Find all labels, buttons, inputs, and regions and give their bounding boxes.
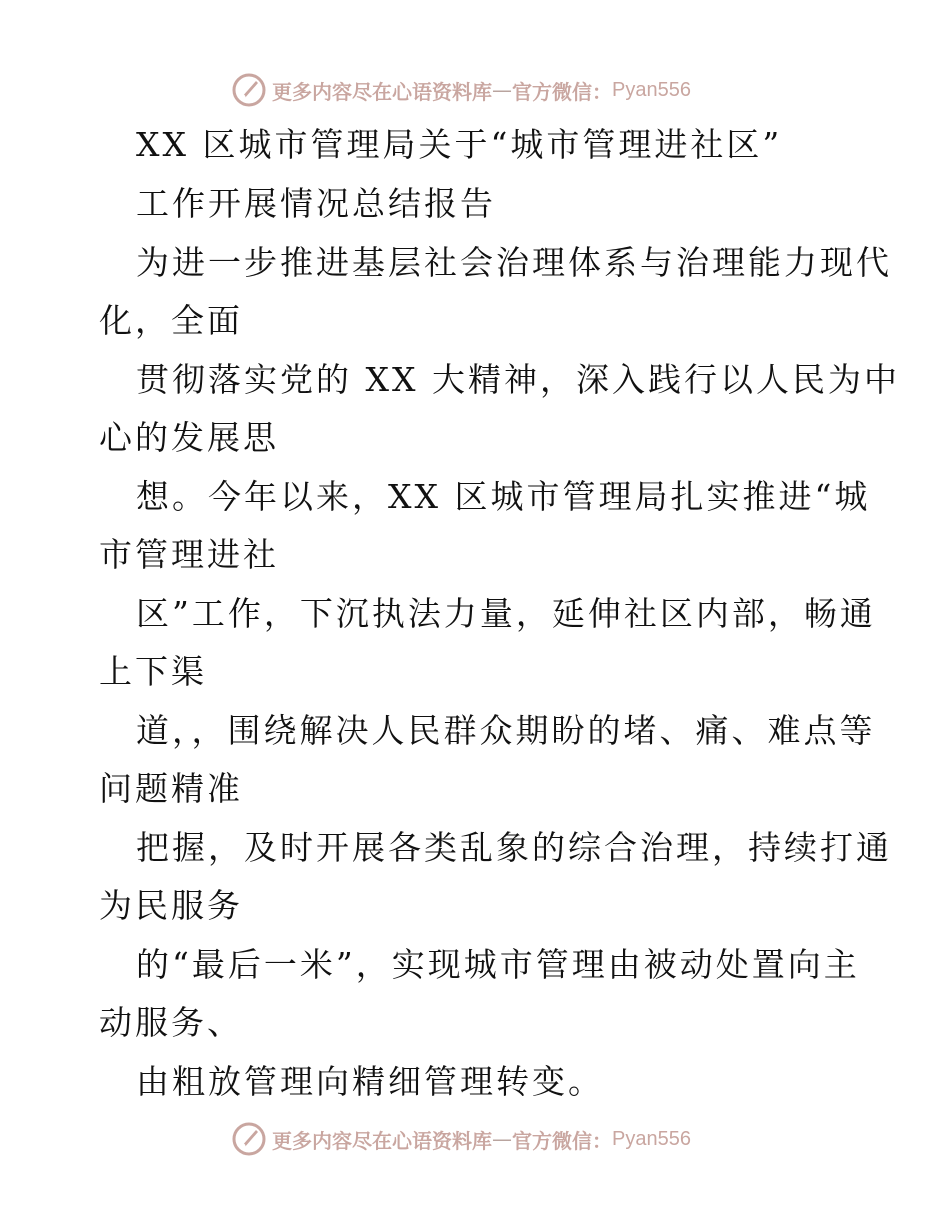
- body-line: 的“最后一米”，实现城市管理由被动处置向主: [136, 945, 860, 984]
- watermark-contact-label: 官方微信：: [512, 1128, 612, 1153]
- body-line: 心的发展思: [99, 418, 279, 457]
- document-title-line-1: XX 区城市管理局关于“城市管理进社区”: [136, 125, 783, 164]
- feather-pen-icon: [232, 1122, 266, 1156]
- body-line: 想。今年以来，XX 区城市管理局扎实推进“城: [136, 477, 871, 516]
- watermark-brand-text: 更多内容尽在心语资料库: [272, 79, 492, 104]
- body-line: 动服务、: [99, 1003, 243, 1042]
- body-line: 化，全面: [99, 301, 243, 340]
- watermark-dash: —: [492, 78, 512, 102]
- body-line: 为民服务: [99, 886, 243, 925]
- watermark-id: Pyan556: [612, 1127, 691, 1150]
- body-line: 上下渠: [99, 652, 207, 691]
- watermark-contact-label: 官方微信：: [512, 79, 612, 104]
- feather-pen-icon: [232, 73, 266, 107]
- watermark-id: Pyan556: [612, 78, 691, 101]
- watermark-header: [232, 72, 691, 108]
- body-line: 道，，围绕解决人民群众期盼的堵、痛、难点等: [136, 711, 876, 750]
- body-line: 问题精准: [99, 769, 243, 808]
- body-line: 把握，及时开展各类乱象的综合治理，持续打通: [136, 828, 892, 867]
- body-line: 贯彻落实党的 XX 大精神，深入践行以人民为中: [136, 360, 900, 399]
- watermark-footer: [232, 1121, 691, 1157]
- document-title-line-2: 工作开展情况总结报告: [136, 184, 496, 223]
- watermark-dash: —: [492, 1127, 512, 1151]
- watermark-brand-text: 更多内容尽在心语资料库: [272, 1128, 492, 1153]
- body-line: 由粗放管理向精细管理转变。: [136, 1062, 604, 1101]
- body-line: 市管理进社: [99, 535, 279, 574]
- body-line: 区”工作，下沉执法力量，延伸社区内部，畅通: [136, 594, 876, 633]
- body-line: 为进一步推进基层社会治理体系与治理能力现代: [136, 243, 892, 282]
